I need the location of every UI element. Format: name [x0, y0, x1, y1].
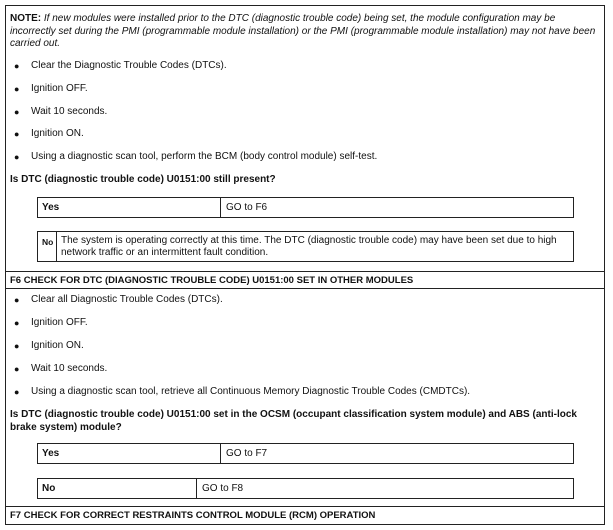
no-row-2[interactable]	[37, 478, 574, 499]
note-text: If new modules were installed prior to the DTC (diagnostic trouble code) being set, the module configuration may be incorrectly set during the PMI (programmable module installation) or the PMI (programmable module installation) may not have been carried out.	[10, 13, 596, 49]
no-label: No	[42, 237, 54, 247]
section-divider	[5, 506, 605, 507]
note-label: NOTE:	[10, 13, 42, 24]
bullet-icon: ●	[14, 152, 20, 162]
bullet-icon: ●	[14, 318, 20, 328]
yes-row-2[interactable]	[37, 443, 574, 464]
bullet-icon: ●	[14, 341, 20, 351]
yes-row-1[interactable]	[37, 197, 574, 218]
section-divider	[5, 288, 605, 289]
question-1: Is DTC (diagnostic trouble code) U0151:00 still present?	[10, 174, 276, 185]
bullet-icon: ●	[14, 129, 20, 139]
yes-action: GO to F7	[226, 448, 268, 459]
bullet-icon: ●	[14, 364, 20, 374]
row-divider	[220, 444, 221, 463]
no-action: GO to F8	[202, 483, 244, 494]
row-divider	[56, 232, 57, 261]
f6-heading: F6 CHECK FOR DTC (DIAGNOSTIC TROUBLE CODE) U0151:00 SET IN OTHER MODULES	[10, 275, 414, 286]
row-divider	[220, 198, 221, 217]
question-2: Is DTC (diagnostic trouble code) U0151:00 set in the OCSM (occupant classification system module) and ABS (anti-lock brake system) module?	[10, 409, 577, 433]
note-paragraph	[10, 13, 600, 51]
bullet-icon: ●	[14, 295, 20, 305]
bullet-icon: ●	[14, 107, 20, 117]
yes-label: Yes	[42, 448, 60, 459]
bullet-icon: ●	[14, 61, 20, 71]
no-action: The system is operating correctly at this time. The DTC (diagnostic trouble code) may have been set due to high network traffic or an intermittent fault condition.	[61, 235, 557, 258]
section-divider	[5, 271, 605, 272]
yes-action: GO to F6	[226, 202, 268, 213]
bullet-icon: ●	[14, 387, 20, 397]
bullet-icon: ●	[14, 84, 20, 94]
f7-heading: F7 CHECK FOR CORRECT RESTRAINTS CONTROL MODULE (RCM) OPERATION	[10, 510, 376, 521]
row-divider	[196, 479, 197, 498]
yes-label: Yes	[42, 202, 60, 213]
no-row-1[interactable]	[37, 231, 574, 262]
no-label: No	[42, 483, 56, 494]
